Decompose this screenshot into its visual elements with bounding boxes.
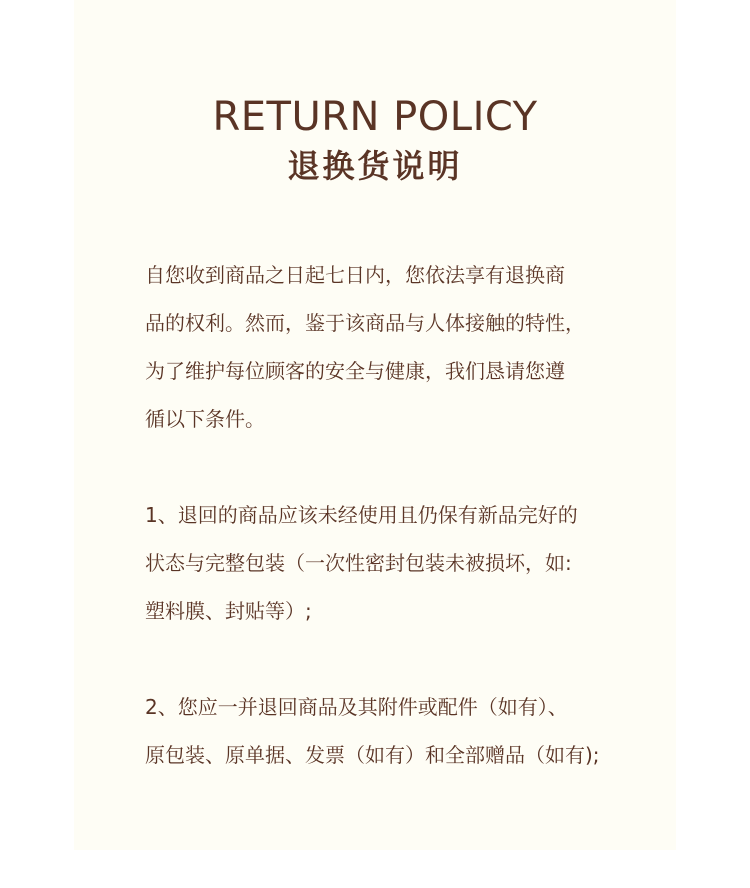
- intro-line: 为了维护每位顾客的安全与健康，我们恳请您遵: [145, 359, 565, 383]
- intro-line: 品的权利。然而，鉴于该商品与人体接触的特性，: [145, 311, 585, 335]
- title-english: RETURN POLICY: [212, 94, 538, 140]
- intro-line: 自您收到商品之日起七日内，您依法享有退换商: [145, 263, 565, 287]
- intro-paragraph: [145, 251, 585, 443]
- title-chinese: 退换货说明: [287, 147, 463, 185]
- condition-line: 1、退回的商品应该未经使用且仍保有新品完好的: [145, 503, 578, 527]
- condition-line: 状态与完整包装（一次性密封包装未被损坏，如:: [145, 551, 572, 575]
- intro-line: 循以下条件。: [145, 407, 265, 431]
- condition-1: [145, 491, 578, 635]
- condition-line: 塑料膜、封贴等）;: [145, 599, 312, 623]
- condition-line: 原包装、原单据、发票（如有）和全部赠品（如有);: [145, 743, 600, 767]
- condition-line: 2、您应一并退回商品及其附件或配件（如有）、: [145, 695, 568, 719]
- condition-2: [145, 683, 600, 779]
